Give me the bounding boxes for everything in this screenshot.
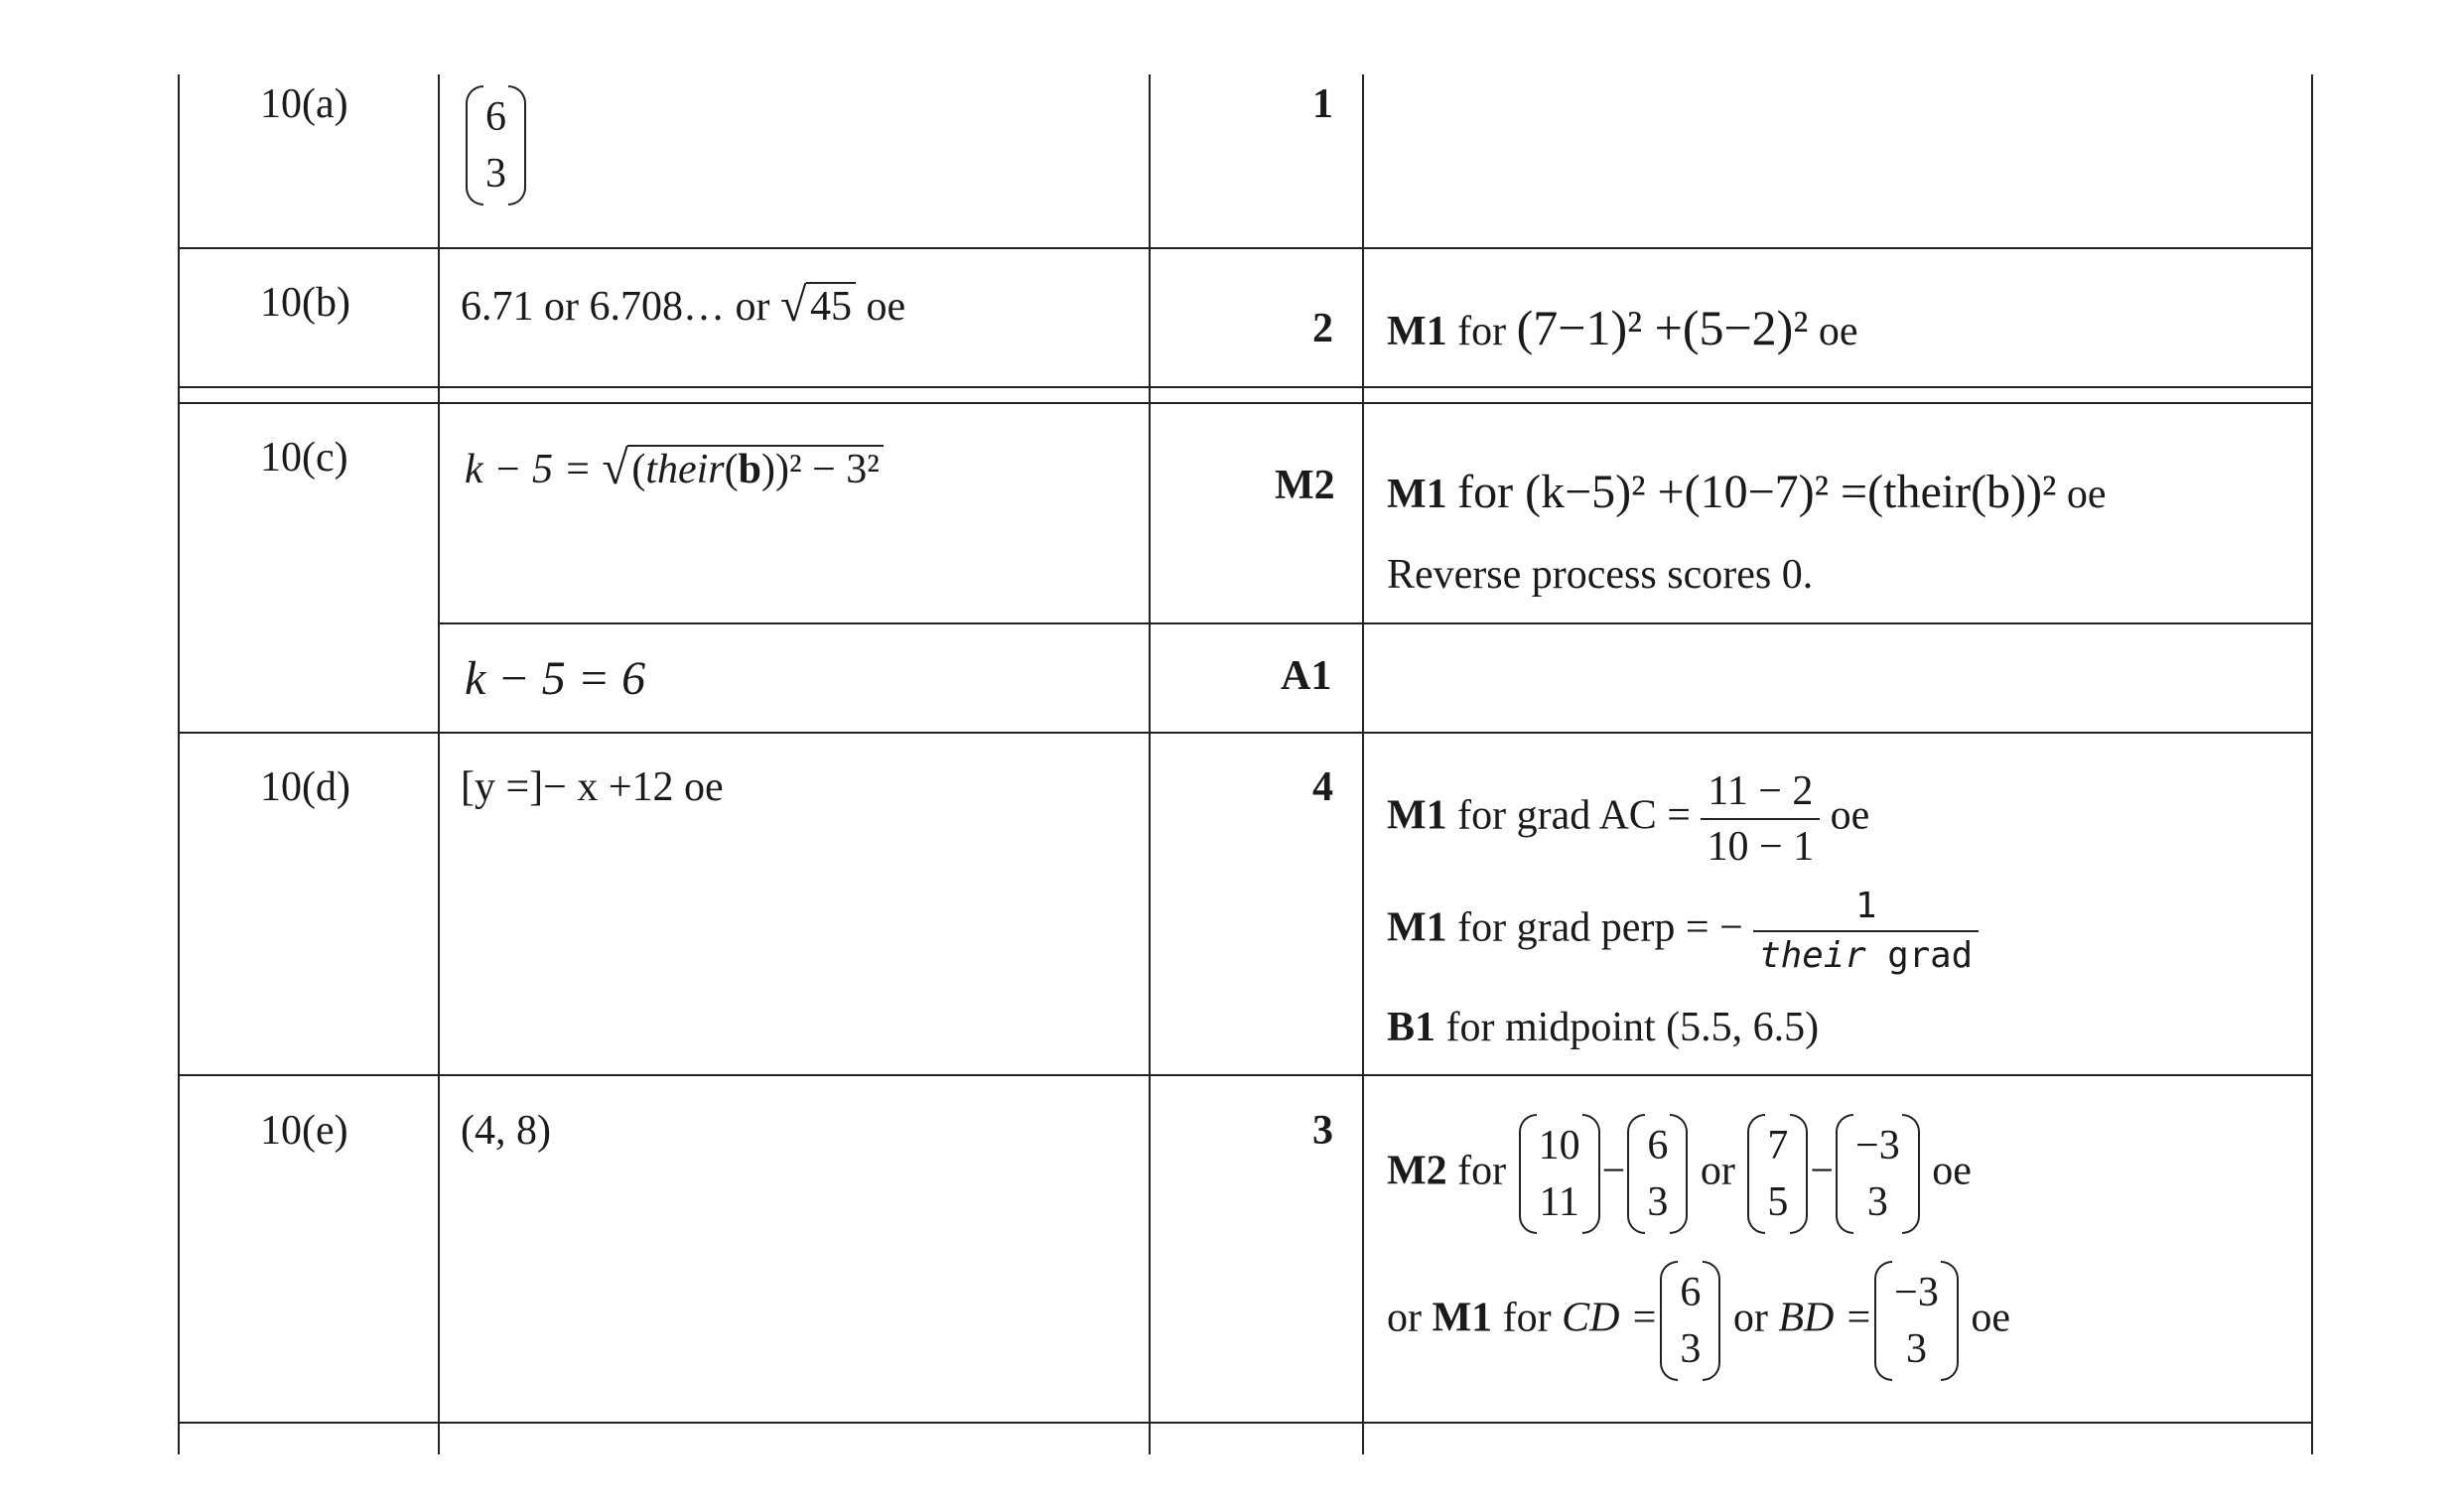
row-border: [178, 247, 2313, 249]
row-border: [178, 386, 2313, 388]
answer: k − 5 = √ (their(b))² − 3²: [465, 445, 884, 490]
col-border-left: [178, 74, 180, 1454]
fraction: $\frac{1}{\text{their grad}}$: [1753, 889, 1979, 973]
col-border-guidance: [1362, 74, 1364, 1454]
col-border-right: [2311, 74, 2313, 1454]
row-border: [438, 622, 2313, 624]
guidance-note: Reverse process scores 0.: [1387, 552, 1814, 598]
guidance-line: M1 for grad AC = $\frac{11 - 2}{10 - 1}$ oe: [1387, 768, 1870, 870]
col-border-marks: [1149, 74, 1151, 1454]
answer: [y =]− x +12 oe: [461, 764, 724, 810]
question-label: 10(d): [260, 764, 350, 810]
guidance-line: or M1 for CD = 6 3 or BD = −3 3 oe: [1387, 1261, 2010, 1381]
col-border-answer: [438, 74, 440, 1454]
guidance-line: B1 for midpoint (5.5, 6.5): [1387, 1005, 1820, 1050]
sqrt-symbol: √ (their(b))² − 3²: [602, 445, 884, 490]
fraction: $\frac{11 - 2}{10 - 1}$: [1701, 770, 1820, 868]
question-label: 10(c): [260, 435, 348, 481]
question-label: 10(b): [260, 280, 350, 326]
marks: 4: [1312, 764, 1333, 810]
guidance-line: M2 for 10 11 − 6 3 or 7 5 − −3 3 oe: [1387, 1114, 1972, 1234]
answer: (4, 8): [461, 1108, 551, 1154]
marks: 1: [1312, 81, 1333, 127]
answer-vector: 6 3: [464, 85, 528, 206]
row-border: [178, 1074, 2313, 1076]
row-border: [178, 1422, 2313, 1424]
guidance: M1 for (7−1)² +(5−2)² oe: [1387, 300, 1858, 355]
marks: 2: [1312, 306, 1333, 351]
sqrt-symbol: √ 45: [780, 282, 856, 328]
marks: 3: [1312, 1108, 1333, 1154]
marks: A1: [1281, 653, 1332, 699]
guidance-line: M1 for grad perp = − $\frac{1}{\text{their grad}}$: [1387, 889, 1979, 973]
guidance: M1 for (k−5)² +(10−7)² =(their(b))² oe: [1387, 466, 2107, 518]
question-label: 10(a): [260, 81, 348, 127]
row-border: [178, 402, 2313, 404]
marks: M2: [1275, 463, 1335, 508]
question-label: 10(e): [260, 1108, 348, 1154]
answer: 6.71 or 6.708… or √ 45 oe: [461, 278, 906, 332]
row-border: [178, 732, 2313, 734]
answer: k − 5 = 6: [465, 652, 646, 705]
